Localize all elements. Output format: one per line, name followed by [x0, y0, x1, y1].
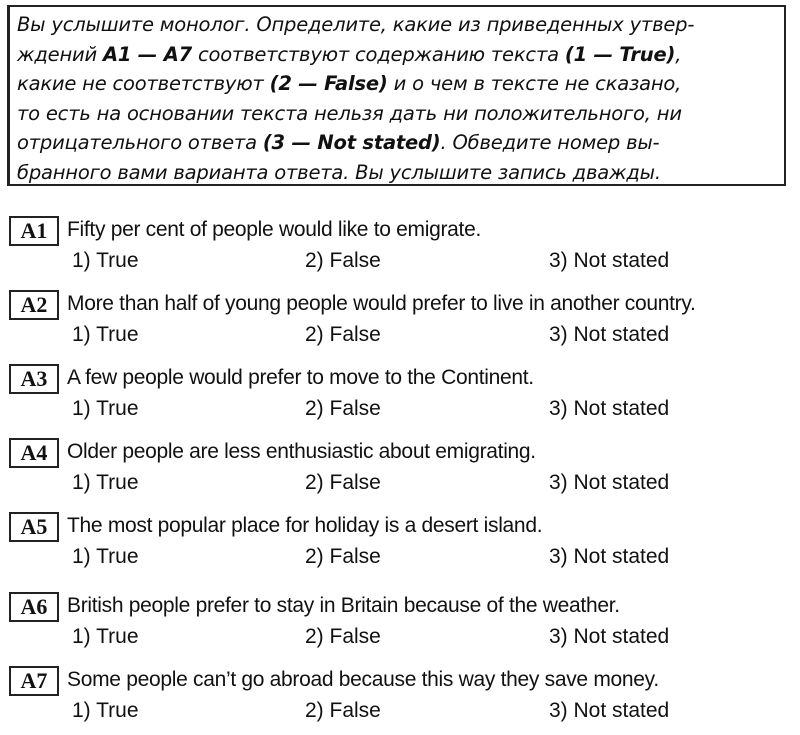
option-false[interactable]: 2) False — [305, 249, 381, 272]
instruction-text: отрицательного ответа — [17, 131, 263, 154]
question-a1 — [0, 214, 800, 284]
option-true[interactable]: 1) True — [72, 249, 139, 272]
instruction-emphasis: (1 — True) — [564, 42, 676, 66]
option-not-stated[interactable]: 3) Not stated — [549, 249, 670, 272]
question-a6 — [0, 590, 800, 660]
instruction-line — [17, 128, 778, 158]
question-statement: Some people can’t go abroad because this way they save money. — [67, 668, 659, 691]
instruction-emphasis: (2 — False) — [269, 72, 388, 95]
question-number-label: A3 — [9, 364, 59, 394]
option-true[interactable]: 1) True — [72, 471, 139, 494]
question-statement: British people prefer to stay in Britain because of the weather. — [67, 594, 620, 617]
option-not-stated[interactable]: 3) Not stated — [549, 625, 670, 648]
question-statement: Fifty per cent of people would like to emigrate. — [67, 218, 481, 241]
option-true[interactable]: 1) True — [72, 699, 139, 722]
instruction-line — [17, 10, 778, 40]
question-number-label: A7 — [9, 666, 59, 696]
instruction-text: бранного вами варианта ответа. Вы услышите запись дважды. — [17, 160, 661, 184]
instructions-box — [7, 5, 786, 186]
option-false[interactable]: 2) False — [305, 625, 381, 648]
instruction-line — [17, 69, 778, 99]
question-a4 — [0, 436, 800, 506]
question-number-label: A4 — [9, 438, 59, 468]
instruction-emphasis: А1 — А7 — [102, 42, 192, 66]
option-true[interactable]: 1) True — [72, 323, 139, 346]
option-false[interactable]: 2) False — [305, 545, 381, 568]
question-a7 — [0, 664, 800, 734]
question-number-label: A1 — [9, 216, 59, 246]
instruction-line — [17, 158, 778, 188]
instruction-text: и о чем в тексте не сказано, — [387, 72, 682, 95]
option-not-stated[interactable]: 3) Not stated — [549, 699, 670, 722]
option-true[interactable]: 1) True — [72, 397, 139, 420]
option-not-stated[interactable]: 3) Not stated — [549, 397, 670, 420]
option-false[interactable]: 2) False — [305, 699, 381, 722]
instruction-text: какие не соответствуют — [17, 72, 270, 95]
question-statement: More than half of young people would prefer to live in another country. — [67, 292, 696, 315]
option-true[interactable]: 1) True — [72, 625, 139, 648]
instruction-text: соответствуют содержанию текста — [191, 42, 565, 66]
instruction-line — [17, 99, 778, 129]
instruction-line — [17, 40, 778, 70]
question-a5 — [0, 510, 800, 580]
question-number-label: A5 — [9, 512, 59, 542]
instruction-text: то есть на основании текста нельзя дать ни положительного, ни — [17, 101, 682, 125]
option-false[interactable]: 2) False — [305, 397, 381, 420]
option-not-stated[interactable]: 3) Not stated — [549, 545, 670, 568]
question-a2 — [0, 288, 800, 358]
option-false[interactable]: 2) False — [305, 323, 381, 346]
option-not-stated[interactable]: 3) Not stated — [549, 323, 670, 346]
instruction-text: , — [675, 42, 682, 66]
question-statement: Older people are less enthusiastic about emigrating. — [67, 440, 536, 463]
option-false[interactable]: 2) False — [305, 471, 381, 494]
instruction-text: Вы услышите монолог. Определите, какие из приведенных утвер- — [17, 13, 695, 36]
option-not-stated[interactable]: 3) Not stated — [549, 471, 670, 494]
question-statement: A few people would prefer to move to the Continent. — [67, 366, 534, 389]
question-number-label: A2 — [9, 290, 59, 320]
instruction-text: . Обведите номер вы- — [440, 131, 660, 154]
instruction-text: ждений — [17, 42, 103, 66]
question-statement: The most popular place for holiday is a desert island. — [67, 514, 543, 537]
option-true[interactable]: 1) True — [72, 545, 139, 568]
instruction-emphasis: (3 — Not stated) — [262, 131, 441, 154]
question-number-label: A6 — [9, 592, 59, 622]
question-a3 — [0, 362, 800, 432]
